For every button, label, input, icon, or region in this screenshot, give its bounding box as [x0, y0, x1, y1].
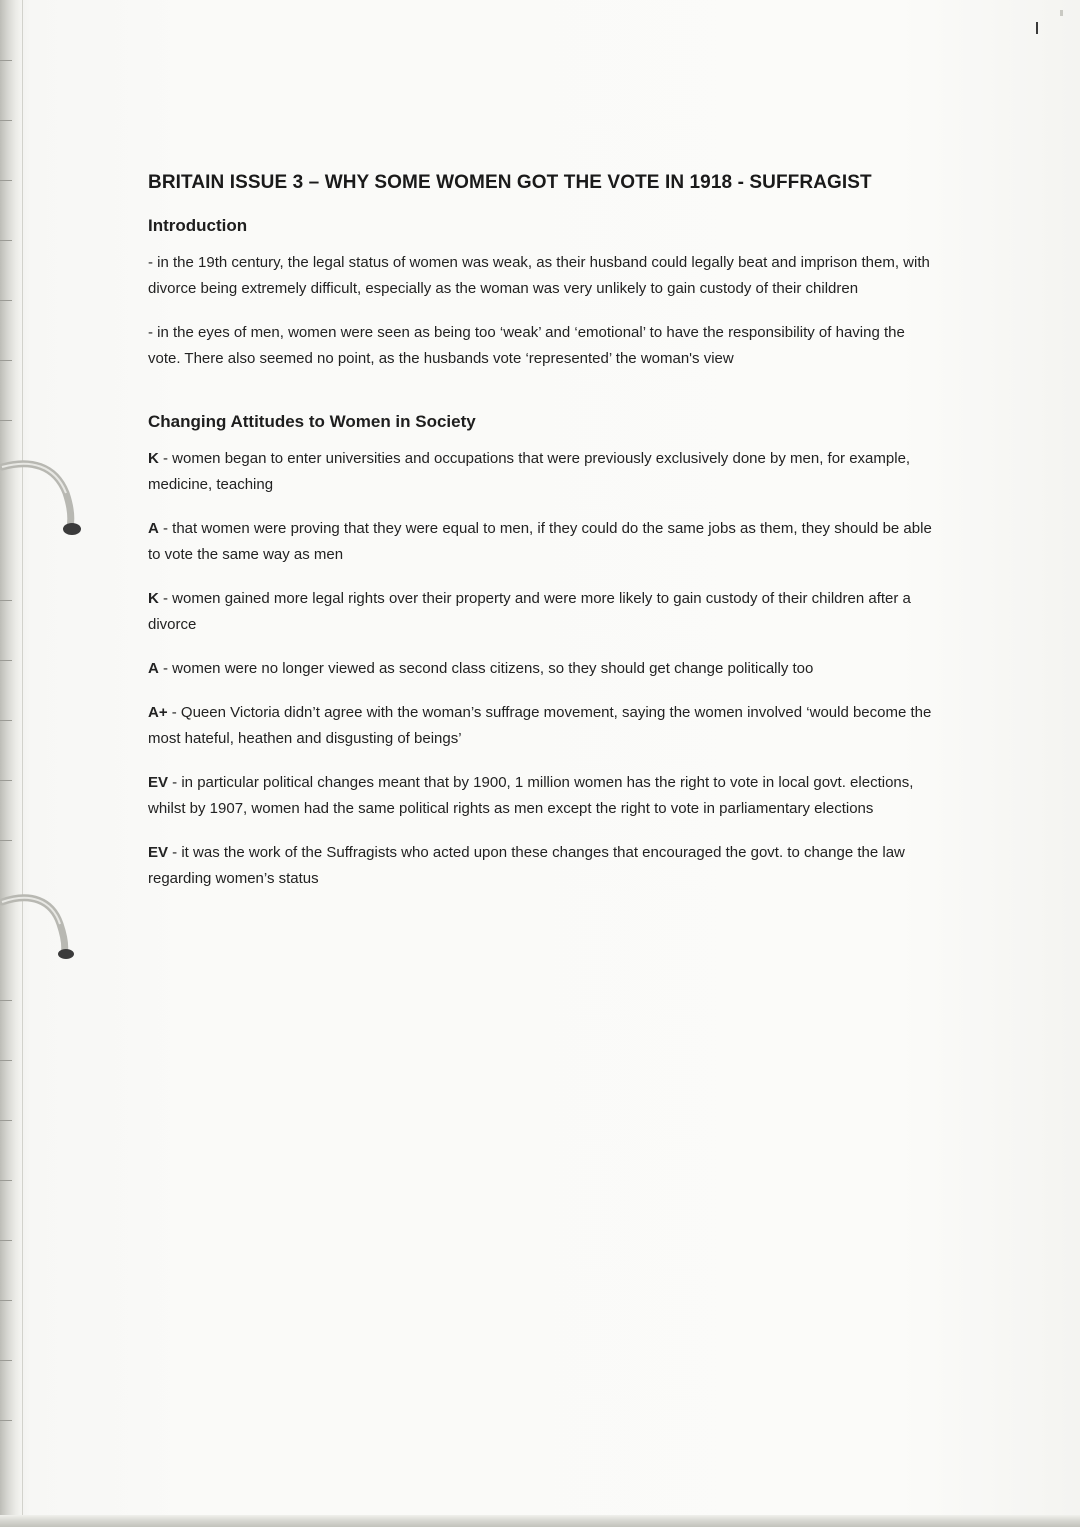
intro-point — [148, 250, 938, 302]
section-heading-changing-attitudes: Changing Attitudes to Women in Society — [148, 412, 476, 431]
page-bottom-edge — [0, 1515, 1080, 1527]
point-tag: K — [148, 590, 159, 607]
point-tag: EV — [148, 844, 169, 861]
corner-mark — [1060, 10, 1063, 16]
point-tag: EV — [148, 774, 169, 791]
point-text: - it was the work of the Suffragists who acted upon these changes that encouraged the govt. to change the law regarding women’s status — [148, 844, 905, 887]
attitude-point — [148, 446, 938, 498]
attitude-point — [148, 656, 938, 682]
attitude-point — [148, 840, 938, 892]
document-title: BRITAIN ISSUE 3 – WHY SOME WOMEN GOT THE VOTE IN 1918 - SUFFRAGIST — [148, 172, 872, 193]
attitude-point — [148, 770, 938, 822]
point-text: in the 19th century, the legal status of women was weak, as their husband could legally beat and imprison them, with divorce being extremely difficult, especially as the woman was very unlikely to gain custody of their children — [148, 254, 930, 297]
attitude-point — [148, 700, 938, 752]
point-text: - women were no longer viewed as second class citizens, so they should get change politically too — [158, 660, 814, 677]
point-text: - women began to enter universities and occupations that were previously exclusively done by men, for example, medicine, teaching — [148, 450, 911, 493]
point-prefix: - — [148, 254, 158, 271]
binder-edge — [0, 0, 23, 1527]
point-tag: A — [148, 520, 159, 537]
point-text: - women gained more legal rights over their property and were more likely to gain custody of their children after a divorce — [148, 590, 911, 633]
document-body — [148, 172, 938, 910]
binder-ring-icon — [0, 455, 90, 535]
corner-mark — [1036, 22, 1038, 34]
intro-point — [148, 320, 938, 372]
point-tag: A — [148, 660, 159, 677]
section-heading-introduction: Introduction — [148, 216, 248, 235]
point-text: - in particular political changes meant that by 1900, 1 million women has the right to vote in local govt. elections, whilst by 1907, women had the same political rights as men except the right to vote in parliamentary elections — [148, 774, 914, 817]
point-prefix: - — [148, 324, 158, 341]
point-text: - Queen Victoria didn’t agree with the woman’s suffrage movement, saying the women involved ‘would become the most hateful, heathen and disgusting of beings’ — [148, 704, 932, 747]
point-text: in the eyes of men, women were seen as being too ‘weak’ and ‘emotional’ to have the responsibility of having the vote. There also seemed no point, as the husbands vote ‘represented’ the woman's view — [148, 324, 905, 367]
point-tag: K — [148, 450, 159, 467]
binder-ring-icon — [0, 888, 90, 968]
attitude-point — [148, 516, 938, 568]
point-tag: A+ — [148, 704, 168, 721]
attitude-point — [148, 586, 938, 638]
point-text: - that women were proving that they were equal to men, if they could do the same jobs as them, they should be able to vote the same way as men — [148, 520, 932, 563]
